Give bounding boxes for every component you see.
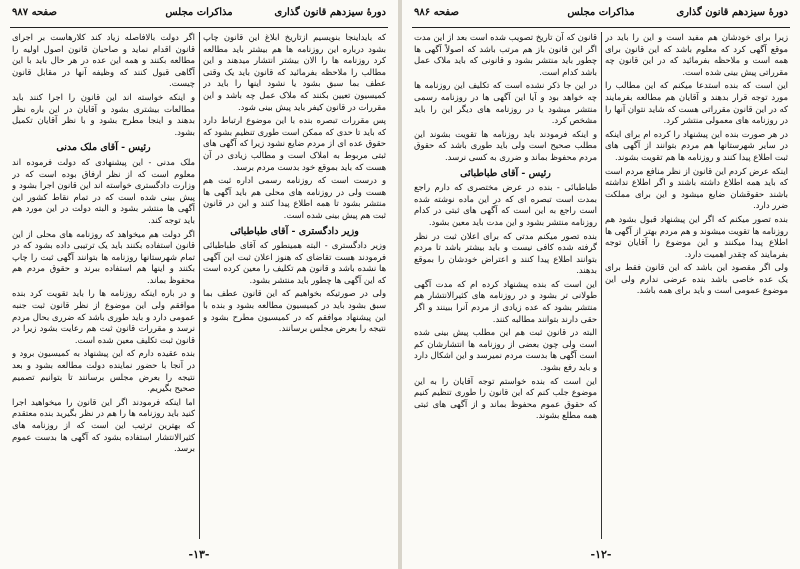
page-folio: -۱۲- (590, 548, 612, 561)
paragraph: اینکه عرض کردم این قانون از نظر منافع مردم است که باید همه اطلاع داشته باشند و اگر اطلاع نداشته باشند حقوقشان ضایع میشود و این برای مملکت ضرر دارد. (605, 165, 788, 211)
header-rule (412, 27, 790, 28)
header-rule (10, 27, 388, 28)
header-publication-title: مذاکرات مجلس (567, 7, 635, 18)
running-head (414, 7, 788, 25)
speaker-heading: رئیس - آقای ملک مدنی (56, 142, 151, 154)
paragraph: در این جا ذکر نشده است که تکلیف این روزنامه ها چه خواهد بود و آیا این آگهی ها در روزنامه رسمی منتشر میشود یا در روزنامه های دیگر این را باید مشخص کرد. (414, 80, 597, 126)
paragraph: بنده تصور میکنم مدتی که برای اعلان ثبت در نظر گرفته شده کافی نیست و باید بیشتر باشد تا مردم بتوانند اطلاع پیدا کنند و اعتراض خودشان را بموقع بدهند. (414, 230, 597, 276)
paragraph: این است که بنده پیشنهاد کرده ام که مدت آگهی طولانی تر بشود و در روزنامه های کثیرالانتشار هم منتشر بشود که عده زیادی از مردم آنرا ببینند و اگر حقی دارند بتوانند مطالبه کنند. (414, 278, 597, 324)
paragraph: طباطبائی - بنده در عرض مختصری که دارم راجع بمدت است تبصره ای که در این ماده نوشته شده است راجع به این است که آگهی های ثبتی در کدام روزنامه منتشر بشود و این مدت باید معین بشود. (414, 182, 597, 227)
paragraph: این است که بنده خواستم توجه آقایان را به این موضوع جلب کنم که این قانون را طوری تنظیم کنیم که حقوق عموم محفوظ بماند و از آگهی های ثبتی همه مطلع بشوند. (414, 375, 597, 421)
paragraph: و اینکه خواسته اند این قانون را اجرا کنند باید مطالعات بیشتری بشود و آقایان در این باره نظر بدهند و اینجا مطرح بشود و با نظر آقایان تکمیل بشود. (12, 91, 195, 137)
paragraph: که بایداینجا بنویسیم ازتاریخ ابلاغ این قانون چاپ بشود درباره این روزنامه ها هم بیشتر باید مطالعه کرد روزنامه ها را الان بیشتر انتشار میدهند و این مطالب را ملاحظه بفرمائید که قانون باید یک وقتی عطف بما سبق بشود یا نشود اینها را باید در کمیسیون تعیین بکنند که ملاک عمل چه باشد و این مقررات در قانون کیفر باید پیش بینی شود. (203, 32, 386, 112)
paragraph: و در باره اینکه روزنامه ها را باید تقویت کرد بنده موافقم ولی این موضوع از نظر قانون ثبت جنبه عمومی دارد و باید طوری باشد که ضرری بحال مردم نرسد و مقررات قانون ثبت هم رعایت بشود زیرا در قانون ثبت تکلیف معین شده است. (12, 288, 195, 345)
text-column-left (414, 32, 597, 539)
paragraph: و درست است که روزنامه رسمی اداره ثبت هم هست ولی در روزنامه های محلی هم باید آگهی ها منتشر بشود تا همه اطلاع پیدا کنند و این در قانون ثبت هم پیش بینی شده است. (203, 175, 386, 220)
speaker-heading: وزیر دادگستری - آقای طباطبائی (230, 225, 359, 237)
paragraph: این است که بنده استدعا میکنم که این مطالب را مورد توجه قرار بدهند و آقایان هم مطالعه بفرمایند که در این قانون مقرراتی هست که شاید نتوان آنها را در روزنامه های معمولی منتشر کرد. (605, 80, 788, 126)
column-divider (601, 32, 602, 539)
header-page-number: صفحه ۹۸۷ (12, 7, 57, 18)
column-divider (199, 32, 200, 539)
page-987 (0, 0, 398, 569)
page-986 (402, 0, 800, 569)
paragraph: البته در قانون ثبت هم این مطلب پیش بینی شده است ولی چون بعضی از روزنامه ها انتشارشان کم است آگهی ها بدست مردم نمیرسد و این اشکال دارد و باید رفع بشود. (414, 327, 597, 373)
paragraph: اگر دولت هم میخواهد که روزنامه های محلی از این قانون استفاده بکنند باید یک ترتیبی داده بشود که در تمام شهرستانها روزنامه ها بتوانند آگهی ثبت را چاپ بکنند و اینها هم استفاده ببرند و حقوق مردم هم محفوظ بماند. (12, 228, 195, 285)
paragraph: وزیر دادگستری - البته همینطور که آقای طباطبائی فرمودند هست تقاضای که هنوز اعلان ثبت این آگهی ها نشده باشد و قانون هم تکلیف را معین کرده است که این آگهی ها چطور باید منتشر بشود. (203, 240, 386, 285)
header-page-number: صفحه ۹۸۶ (414, 7, 459, 18)
paragraph: زیرا برای خودشان هم مفید است و این را باید در موقع آگهی کرد که معلوم باشد که این قانون برای همه است و ملاحظه بفرمائید که در این قانون چه مقرراتی پیش بینی شده است. (605, 32, 788, 77)
paragraph: قانون که آن تاریخ تصویب شده است بعد از این مدت اگر این قانون باز هم مرتب باشد که اصولاً آگهی ها چطور باید منتشر بشود و قانونی که باید ملاک عمل باشد کدام است. (414, 32, 597, 77)
speaker-heading: رئیس - آقای طباطبائی (460, 167, 551, 179)
paragraph: و اینکه فرمودند باید روزنامه ها تقویت بشوند این مطلب صحیح است ولی باید طوری باشد که حقوق مردم محفوظ بماند و ضرری به کسی نرسد. (414, 128, 597, 162)
paragraph: پس مقررات تبصره بنده با این موضوع ارتباط دارد که باید تا حدی که ممکن است طوری تنظیم بشود که حقوق عده ای از مردم ضایع نشود زیرا که آگهی های ثبتی مربوط به املاک است و مطالب زیادی در آن هست که باید بموقع خود بدست مردم برسد. (203, 115, 386, 172)
paragraph: بنده عقیده دارم که این پیشنهاد به کمیسیون برود و در آنجا با حضور نماینده دولت مطالعه بشود و بعد نتیجه را بعرض مجلس برسانند تا بتوانیم تصمیم صحیح بگیریم. (12, 348, 195, 394)
paragraph: اما اینکه فرمودند اگر این قانون را میخواهید اجرا کنید باید روزنامه ها را هم در نظر بگیرید بنده معتقدم که بهترین ترتیب این است که از روزنامه های کثیرالانتشار استفاده بشود که آگهی ها بدست عموم برسد. (12, 396, 195, 454)
page-folio: -۱۳- (188, 548, 210, 561)
paragraph: در هر صورت بنده این پیشنهاد را کرده ام برای اینکه در سایر شهرستانها هم مردم بتوانند از آگهی های ثبت اطلاع پیدا کنند و روزنامه ها هم تقویت بشوند. (605, 128, 788, 162)
header-session-title: دورهٔ سیزدهم قانون گذاری (274, 7, 386, 18)
paragraph: ولی در صورتیکه بخواهیم که این قانون عطف بما سبق بشود باید در کمیسیون مطالعه بشود و بنده با این پیشنهاد موافقم که در کمیسیون مطرح بشود و نتیجه را بعرض مجلس برسانند. (203, 288, 386, 334)
running-head (12, 7, 386, 25)
paragraph: ولی اگر مقصود این باشد که این قانون فقط برای یک عده خاصی باشد بنده عرضی ندارم ولی این موضوع عمومی است و باید برای همه باشد. (605, 262, 788, 296)
text-column-left (12, 32, 195, 539)
paragraph: ملک مدنی - این پیشنهادی که دولت فرموده اند معلوم است که از نظر ارفاق بوده است که در وزارت دادگستری خواسته اند این قانون اجرا بشود و پیش بینی شده است که در تمام نقاط کشور این آگهی ها منتشر بشود و البته دولت در این مورد هم باید توجه کند. (12, 156, 195, 225)
header-publication-title: مذاکرات مجلس (165, 7, 233, 18)
header-session-title: دورهٔ سیزدهم قانون گذاری (676, 7, 788, 18)
text-column-right (605, 32, 788, 539)
paragraph: بنده تصور میکنم که اگر این پیشنهاد قبول بشود هم روزنامه ها تقویت میشوند و هم مردم بهتر از آگهی ها اطلاع پیدا میکنند و این موضوع را آقایان توجه بفرمایند که چقدر اهمیت دارد. (605, 213, 788, 259)
paragraph: اگر دولت بالافاصله زیاد کند کلارهاست بر اجرای قانون اقدام نماید و صاحبان قانون اصول اولیه را مطالعه بکنند و همه این عده در هر حال باید با این آگاهی قبول کنند که وظیفه آنها در مقابل قانون چیست. (12, 32, 195, 89)
text-column-right (203, 32, 386, 539)
